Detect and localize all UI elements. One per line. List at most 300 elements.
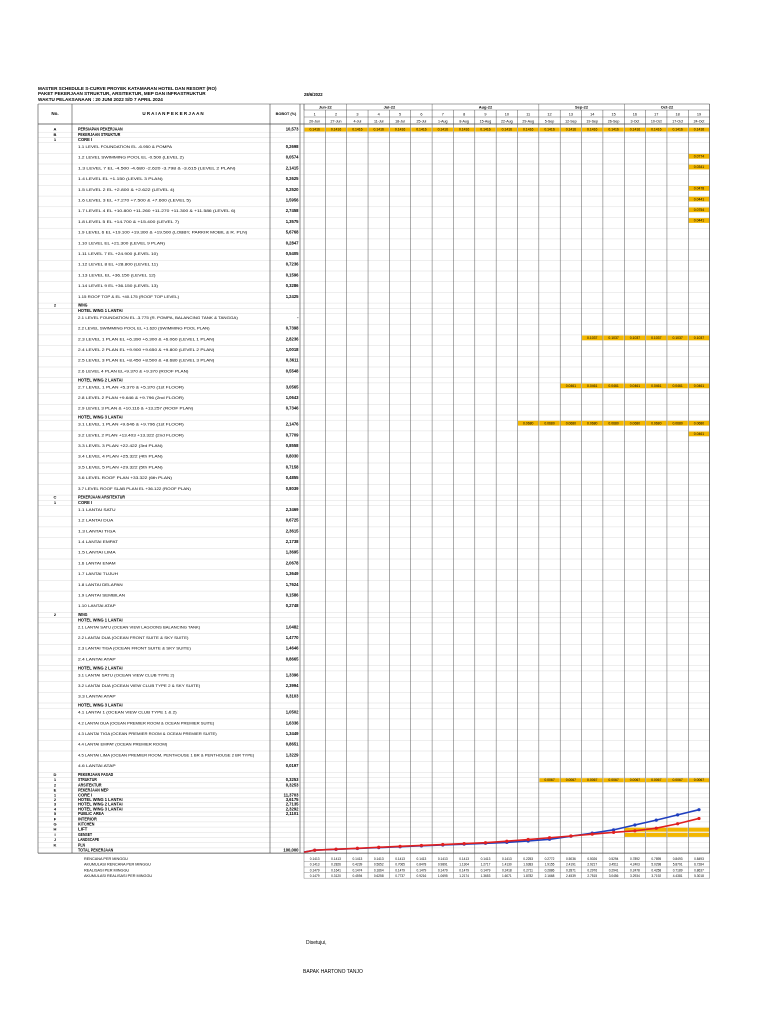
summary-value: 0.1413 bbox=[331, 857, 341, 862]
summary-value: 3.7192 bbox=[651, 873, 662, 878]
summary-value: 0.9216 bbox=[416, 873, 427, 878]
row-weight: 0,3611 bbox=[285, 357, 299, 363]
summary-value: 0.2941 bbox=[608, 868, 619, 873]
week-number: 4 bbox=[377, 112, 380, 117]
progress-bar-value: 0.0461 bbox=[651, 384, 662, 389]
row-description: 1.6 LANTAI ENAM bbox=[78, 560, 116, 566]
progress-bar-cell bbox=[689, 833, 709, 837]
row-description: 1.1 LANTAI SATU bbox=[78, 506, 116, 512]
week-date: 15-Aug bbox=[479, 119, 492, 124]
row-description: 2.6 LEVEL 4 PLAN EL+9.370 & +9.370 (ROOF PLAN) bbox=[78, 368, 190, 374]
summary-value: 0.8493 bbox=[694, 857, 704, 862]
row-weight: 0,7346 bbox=[285, 405, 299, 411]
row-description: 1.6 LEVEL 3 EL +7.270 +7.500 & +7.600 (LEVEL 5) bbox=[78, 197, 192, 203]
summary-value: 0.1479 bbox=[437, 868, 448, 873]
row-description: 2.9 LEVEL 3 PLAN & +10.116 & +13.257 (ROOF PLAN) bbox=[78, 405, 194, 411]
progress-bar-value: 0.1416 bbox=[309, 127, 320, 132]
row-weight: 0,2698 bbox=[285, 144, 299, 149]
week-number: 6 bbox=[420, 112, 423, 117]
progress-bar-value: 0.1416 bbox=[672, 127, 683, 132]
row-number: 5 bbox=[53, 811, 57, 817]
progress-bar-cell bbox=[625, 833, 645, 837]
row-description: 3.7 LEVEL ROOF SLAB PLAN EL +36.122 (ROOF PLAN) bbox=[78, 485, 192, 491]
row-weight: 0,8651 bbox=[285, 741, 299, 747]
progress-bar-value: 0.0680 bbox=[693, 421, 705, 426]
summary-value: 1.9155 bbox=[544, 862, 555, 867]
row-weight: 1,6336 bbox=[285, 720, 299, 726]
row-weight: 100,000 bbox=[283, 847, 299, 853]
week-date: 11-Jul bbox=[373, 119, 384, 124]
progress-bar-value: 0.0680 bbox=[608, 421, 619, 426]
row-weight: 0,7158 bbox=[285, 464, 299, 470]
week-date: 12-Sep bbox=[565, 119, 577, 124]
progress-bar-value: 0.0341 bbox=[693, 165, 705, 170]
summary-value: 0.2478 bbox=[630, 868, 640, 873]
row-weight: 0,2625 bbox=[285, 176, 299, 182]
row-weight: 0,0574 bbox=[285, 154, 299, 160]
row-description: 1.15 ROOF TOP & EL +40.175 (ROOF TOP LEVEL) bbox=[78, 293, 180, 299]
row-number: 4 bbox=[53, 806, 57, 812]
summary-value: 0.3120 bbox=[331, 873, 341, 878]
progress-bar-value: 0.1416 bbox=[416, 127, 427, 132]
progress-bar-value: 0.0478 bbox=[693, 186, 705, 191]
s-curve-point bbox=[505, 840, 508, 843]
summary-label: AKUMULASI REALISASI PER MINGGU bbox=[84, 873, 153, 878]
progress-bar-value: 0.1037 bbox=[608, 336, 619, 341]
summary-value: 0.1479 bbox=[480, 868, 491, 873]
row-weight: 1,7624 bbox=[285, 581, 299, 587]
summary-value: 0.7065 bbox=[395, 862, 405, 867]
row-description: HOTEL WING 2 LANTAI bbox=[78, 665, 123, 671]
summary-value: 0.1479 bbox=[395, 868, 405, 873]
row-weight: 2,7458 bbox=[285, 208, 299, 214]
summary-value: 0.4258 bbox=[651, 868, 662, 873]
row-weight: 0,7709 bbox=[285, 432, 299, 438]
row-weight: 0,3253 bbox=[285, 777, 299, 783]
column-header-no: No. bbox=[51, 111, 59, 116]
s-curve-point bbox=[655, 827, 658, 830]
summary-value: 0.2886 bbox=[544, 868, 555, 873]
progress-bar-value: 0.1416 bbox=[608, 127, 619, 132]
summary-value: 0.1479 bbox=[309, 868, 320, 873]
row-description: 1.12 LEVEL 8 EL +28.800 (LEVEL 11) bbox=[78, 261, 159, 267]
progress-bar-value: 0.0680 bbox=[565, 421, 577, 426]
summary-value: 0.1413 bbox=[352, 857, 363, 862]
row-description: 3.2 LEVEL 2 PLAN +13.403 +13.322 (2nd FLOOR) bbox=[78, 432, 185, 438]
row-description: 1.8 LANTAI DELAPAN bbox=[78, 581, 123, 587]
progress-bar-value: 0.1037 bbox=[693, 336, 705, 341]
summary-value: 0.4239 bbox=[352, 862, 363, 867]
row-weight: 1,0502 bbox=[285, 709, 299, 715]
progress-bar-cell bbox=[667, 828, 687, 832]
row-description: 1.3 LEVEL 7 EL -4.500 -4.680 -2.620 -3.798 & -3.615 (LEVEL 2 PLAN) bbox=[78, 165, 237, 171]
progress-bar-value: 0.0680 bbox=[651, 421, 662, 426]
row-number: E bbox=[53, 787, 57, 793]
progress-bar-value: 0.1416 bbox=[480, 127, 491, 132]
progress-bar-value: 0.1037 bbox=[629, 336, 641, 341]
row-description: LIFT bbox=[78, 826, 88, 832]
row-description: 1.13 LEVEL EL +36.150 (LEVEL 12) bbox=[78, 272, 157, 278]
row-description: HOTEL WING 2 LANTAI bbox=[78, 377, 123, 383]
row-number: B bbox=[53, 131, 57, 137]
column-header-weight: BOBOT (%) bbox=[275, 112, 297, 116]
row-number: G bbox=[53, 821, 57, 827]
week-date: 17-Oct bbox=[672, 119, 684, 124]
s-curve-point bbox=[313, 849, 316, 852]
row-weight: 1,3449 bbox=[285, 731, 299, 736]
summary-value: 2.4191 bbox=[566, 862, 576, 867]
row-weight: 0,3286 bbox=[285, 283, 299, 289]
row-description: 3.4 LEVEL 4 PLAN +25.322 (4th PLAN) bbox=[78, 453, 164, 459]
row-description: HOTEL WING 3 LANTAI bbox=[78, 806, 123, 812]
row-weight: 2,3615 bbox=[285, 528, 299, 534]
row-weight: 2,7135 bbox=[285, 801, 299, 807]
row-description: CORE I bbox=[78, 792, 93, 798]
summary-value: 1.6071 bbox=[501, 873, 512, 878]
progress-bar-value: 0.0461 bbox=[672, 384, 683, 389]
summary-value: 0.1413 bbox=[395, 857, 405, 862]
week-date: 24-Oct bbox=[693, 119, 705, 124]
row-weight: 0,8039 bbox=[285, 485, 299, 491]
row-description: 3.3 LEVEL 3 PLAN +22.422 (3rd PLAN) bbox=[78, 443, 164, 448]
progress-bar-value: 0.0067 bbox=[544, 778, 555, 782]
summary-value: 0.1413 bbox=[309, 857, 320, 862]
week-number: 14 bbox=[590, 112, 595, 117]
progress-bar-value: 0.0774 bbox=[693, 154, 705, 159]
row-number: D bbox=[53, 772, 57, 777]
s-curve-point bbox=[633, 823, 636, 826]
progress-bar-cell bbox=[667, 833, 687, 837]
row-description: 3.3 LANTAI ATAP bbox=[78, 693, 117, 699]
summary-value: 5.0298 bbox=[651, 862, 662, 867]
week-date: 27-Jun bbox=[330, 119, 342, 124]
row-description: INTERIOR bbox=[78, 816, 97, 822]
week-number: 9 bbox=[484, 112, 487, 117]
row-description: 2.1 LANTAI SATU (OCEAN VIEW LAGOONS BALANCING TANK) bbox=[78, 624, 201, 630]
week-number: 3 bbox=[356, 112, 359, 117]
week-date: 20-Jun bbox=[309, 119, 321, 124]
summary-value: 4.2403 bbox=[630, 862, 640, 867]
summary-value: 1.2717 bbox=[480, 862, 491, 867]
week-number: 2 bbox=[334, 112, 338, 117]
row-description: 4.2 LANTAI DUA (OCEAN PREMIER ROOM & OCEAN PREMIER SUITE) bbox=[78, 720, 216, 726]
row-description: 1.11 LEVEL 7 EL +24.900 (LEVEL 10) bbox=[78, 251, 159, 256]
row-description: PUBLIC AREA bbox=[78, 811, 104, 817]
progress-bar-cell bbox=[646, 833, 666, 837]
row-weight: 1,0643 bbox=[285, 395, 299, 400]
row-description: HOTEL WING 3 LANTAI bbox=[78, 414, 123, 420]
row-number: 2 bbox=[53, 612, 57, 618]
progress-bar-value: 0.1416 bbox=[373, 127, 384, 132]
month-label: Jun-22 bbox=[318, 104, 332, 110]
summary-value: 1.0695 bbox=[437, 873, 448, 878]
week-number: 7 bbox=[441, 112, 444, 117]
row-description: 2.4 LANTAI ATAP bbox=[78, 656, 117, 662]
s-curve-point bbox=[676, 813, 679, 816]
summary-value: 0.1413 bbox=[373, 857, 384, 862]
row-description: 3.6 LEVEL ROOF PLAN +33.322 (6th PLAN) bbox=[78, 475, 173, 481]
row-description: PEKERJAAN STRUKTUR bbox=[78, 131, 121, 137]
row-description: 2.2 LEVEL SWIMMING POOL EL +1.620 (SWIMMING POOL PLAN) bbox=[78, 325, 211, 331]
row-weight: 0,6725 bbox=[285, 517, 299, 523]
summary-value: 0.7892 bbox=[630, 857, 640, 862]
row-description: 4.5 LANTAI LIMA (OCEAN PREMIER ROOM, PENTHOUSE 1 BR & PENTHOUSE 2 BR TYPE) bbox=[78, 752, 255, 758]
row-description: 2.3 LANTAI TIGA (OCEAN FRONT SUITE & SKY SUITE) bbox=[78, 645, 192, 651]
summary-label: REALISASI PER MINGGU bbox=[84, 868, 130, 873]
week-date: 22-Aug bbox=[501, 119, 513, 124]
column-header-description: U R A I A N P E K E R J A A N bbox=[142, 111, 204, 116]
row-number: J bbox=[53, 837, 57, 843]
month-label: Jul-22 bbox=[383, 104, 396, 110]
s-curve-point bbox=[377, 846, 380, 849]
summary-value: 1.3653 bbox=[480, 873, 491, 878]
summary-value: 3.4511 bbox=[608, 862, 619, 867]
row-description: PEKERJAAN MEP bbox=[78, 787, 109, 793]
summary-value: 6.7284 bbox=[694, 862, 704, 867]
row-number: K bbox=[53, 842, 57, 848]
row-weight: 1,3575 bbox=[285, 218, 299, 224]
row-number: C bbox=[53, 494, 57, 500]
row-description: PLN bbox=[78, 842, 86, 848]
row-weight: 1,5956 bbox=[285, 197, 299, 203]
week-date: 26-Sep bbox=[607, 119, 620, 124]
month-label: Aug-22 bbox=[478, 104, 493, 110]
s-curve-point bbox=[441, 843, 444, 846]
row-description: 1.9 LANTAI SEMBILAN bbox=[78, 592, 126, 598]
s-curve-point bbox=[633, 829, 636, 832]
summary-value: 0.7895 bbox=[651, 857, 662, 862]
row-description: 1.7 LANTAI TUJUH bbox=[78, 571, 119, 577]
summary-label: RENCANA PER MINGGU bbox=[84, 857, 128, 862]
week-date: 19-Sep bbox=[586, 119, 599, 124]
summary-value: 0.5026 bbox=[587, 857, 598, 862]
row-weight: 5,6768 bbox=[285, 229, 299, 235]
row-description: GENSET bbox=[78, 831, 93, 837]
summary-value: 5.3018 bbox=[694, 873, 704, 878]
row-weight: 3,6175 bbox=[285, 797, 299, 802]
summary-value: 0.9891 bbox=[437, 862, 448, 867]
row-weight: 2,0678 bbox=[285, 560, 299, 566]
row-description: PERSIAPAN PEKERJAAN bbox=[78, 126, 123, 132]
progress-bar-value: 0.0461 bbox=[693, 432, 705, 437]
progress-bar-value: 0.0680 bbox=[544, 421, 555, 426]
s-curve-point bbox=[527, 838, 530, 841]
row-weight: 2,1415 bbox=[285, 165, 299, 171]
row-weight: 2,3469 bbox=[285, 506, 299, 512]
row-weight: 1,0018 bbox=[285, 347, 299, 352]
row-description: 2.3 LEVEL 1 PLAN EL +6.390 +6.300 & +6.060 (LEVEL 1 PLAN) bbox=[78, 336, 216, 342]
progress-bar-value: 0.1416 bbox=[565, 127, 577, 132]
progress-bar-value: 0.1416 bbox=[352, 127, 363, 132]
row-description: 4.1 LANTAI 1 (OCEAN VIEW CLUB TYPE 1 & 2) bbox=[78, 709, 178, 715]
progress-bar-value: 0.0461 bbox=[608, 384, 619, 389]
row-weight: 0,8558 bbox=[285, 443, 299, 448]
s-curve-point bbox=[334, 848, 337, 851]
row-weight: 10,573 bbox=[285, 126, 299, 132]
row-description: WING bbox=[78, 302, 88, 308]
progress-bar-value: 0.1416 bbox=[522, 127, 534, 132]
progress-bar-value: 0.1416 bbox=[544, 127, 555, 132]
row-description: 3.1 LANTAI SATU (OCEAN VIEW CLUB TYPE 2) bbox=[78, 672, 176, 678]
progress-bar-value: 0.0067 bbox=[672, 778, 683, 782]
summary-value: 0.2826 bbox=[331, 862, 341, 867]
document-date: 28/6/2022 bbox=[304, 92, 323, 97]
row-description: 4.3 LANTAI TIGA (OCEAN PREMIER ROOM & OCEAN PREMIER SUITE) bbox=[78, 731, 218, 736]
row-weight: 2,1738 bbox=[285, 539, 299, 544]
row-number: 3 bbox=[53, 801, 57, 807]
row-number: 1 bbox=[53, 777, 57, 783]
week-number: 8 bbox=[463, 112, 466, 117]
progress-bar-value: 0.1416 bbox=[693, 127, 705, 132]
summary-value: 2.9217 bbox=[587, 862, 598, 867]
approval-label: Disetujui, bbox=[306, 940, 327, 946]
row-number: H bbox=[53, 826, 57, 832]
week-date: 1-Aug bbox=[437, 119, 448, 124]
summary-value: 0.1479 bbox=[309, 873, 320, 878]
summary-value: 1.8782 bbox=[523, 873, 534, 878]
summary-value: 0.1641 bbox=[331, 868, 341, 873]
header-line-3: WAKTU PELAKSANAAN : 20 JUNI 2022 S/D 7 APRIL 2024 bbox=[38, 96, 163, 102]
summary-value: 1.6383 bbox=[523, 862, 534, 867]
row-number: 1 bbox=[53, 137, 57, 142]
summary-value: 1.2174 bbox=[459, 873, 469, 878]
progress-bar-value: 0.1037 bbox=[651, 336, 662, 341]
s-curve-point bbox=[697, 817, 700, 820]
row-weight: 0,3253 bbox=[285, 782, 299, 788]
summary-value: 0.8493 bbox=[672, 857, 683, 862]
row-number: 2 bbox=[53, 797, 57, 802]
progress-bar-value: 0.0067 bbox=[629, 778, 641, 782]
progress-bar-value: 0.0754 bbox=[693, 208, 705, 212]
row-weight: 0,0197 bbox=[285, 763, 299, 769]
summary-value: 0.8637 bbox=[694, 868, 704, 873]
summary-value: 0.1413 bbox=[459, 857, 469, 862]
week-date: 10-Oct bbox=[650, 119, 662, 124]
week-number: 12 bbox=[547, 112, 552, 117]
row-weight: 2,1476 bbox=[285, 421, 299, 427]
progress-bar-value: 0.1416 bbox=[458, 127, 470, 132]
progress-bar-value: 0.1037 bbox=[587, 336, 598, 341]
summary-value: 0.5036 bbox=[566, 857, 576, 862]
progress-bar-value: 0.1416 bbox=[437, 127, 448, 132]
summary-value: 0.7189 bbox=[672, 868, 683, 873]
row-weight: 0,5548 bbox=[285, 368, 299, 374]
progress-bar-value: 0.0461 bbox=[565, 384, 577, 389]
row-description: 1.14 LEVEL 9 EL +36.150 (LEVEL 13) bbox=[78, 283, 159, 289]
week-number: 1 bbox=[313, 112, 316, 117]
progress-bar-value: 0.1416 bbox=[501, 127, 513, 132]
row-description: 2.2 LANTAI DUA (OCEAN FRONT SUITE & SKY SUITE) bbox=[78, 635, 190, 640]
s-curve-point bbox=[655, 819, 658, 822]
row-description: 1.9 LEVEL 6 EL +19.100 +19.300 & +19.500 (LOBBY, PARKIR MOBIL & R. PLN) bbox=[78, 229, 249, 235]
progress-bar-cell bbox=[689, 828, 709, 832]
row-description: 2.1 LEVEL FOUNDATION EL -3.775 (R. POMPA, BALANCING TANK & TANGGA) bbox=[78, 314, 239, 320]
row-weight: 0,1596 bbox=[285, 272, 299, 278]
row-weight: 2,3292 bbox=[285, 806, 299, 812]
summary-value: 0.1413 bbox=[501, 857, 512, 862]
row-number: A bbox=[53, 126, 57, 132]
row-weight: 1,0482 bbox=[285, 624, 299, 630]
summary-value: 0.2772 bbox=[544, 857, 555, 862]
progress-bar-value: 0.0441 bbox=[693, 197, 705, 202]
summary-value: 0.1413 bbox=[309, 862, 320, 867]
row-weight: 1,3649 bbox=[285, 571, 299, 577]
progress-bar-value: 0.0067 bbox=[651, 778, 662, 782]
week-date: 25-Jul bbox=[416, 119, 427, 124]
progress-bar-value: 0.0461 bbox=[587, 384, 598, 389]
row-weight: 0,2748 bbox=[285, 603, 299, 609]
summary-value: 0.1474 bbox=[352, 868, 363, 873]
header-line-1: MASTER SCHEDULE S-CURVE PROYEK KATAMARAN HOTEL DAN RESORT (RO) bbox=[38, 86, 217, 91]
week-number: 17 bbox=[654, 112, 659, 117]
summary-value: 0.2418 bbox=[501, 868, 512, 873]
row-description: 3.1 LEVEL 1 PLAN +9.646 & +9.796 (1st FLOOR) bbox=[78, 421, 185, 427]
row-description: 1.8 LEVEL 5 EL +14.700 & +15.400 (LEVEL 7) bbox=[78, 218, 180, 224]
row-number: 1 bbox=[53, 499, 57, 505]
row-description: 3.2 LANTAI DUA (OCEAN VIEW CLUB TYPE 2 & SKY SUITE) bbox=[78, 683, 201, 688]
s-curve-point bbox=[612, 831, 615, 834]
row-description: 1.4 LEVEL EL +1.150 (LEVEL 3 PLAN) bbox=[78, 176, 164, 182]
progress-bar-value: 0.1416 bbox=[651, 127, 662, 132]
row-description: HOTEL WING 2 LANTAI bbox=[78, 801, 123, 807]
summary-value: 0.4594 bbox=[352, 873, 363, 878]
row-description: 1.4 LANTAI EMPAT bbox=[78, 539, 119, 544]
row-description: 1.5 LEVEL 2 EL +2.800 & +2.622 (LEVEL 4) bbox=[78, 186, 176, 192]
row-weight: 1,4770 bbox=[285, 635, 299, 640]
approver-name: BAPAK HARTONO TANJO bbox=[303, 969, 363, 975]
summary-value: 0.5652 bbox=[373, 862, 384, 867]
row-weight: 3,0565 bbox=[285, 384, 299, 390]
row-description: CORE I bbox=[78, 499, 93, 505]
row-weight: 0,2847 bbox=[285, 240, 299, 246]
summary-value: 5.8791 bbox=[672, 862, 683, 867]
row-description: HOTEL WING 1 LANTAI bbox=[78, 307, 123, 313]
row-description: 1.10 LANTAI ATAP bbox=[78, 603, 117, 609]
row-number: 2 bbox=[53, 302, 57, 308]
row-description: PEKERJAAN ARSITEKTUR bbox=[78, 494, 125, 500]
row-description: HOTEL WING 1 LANTAI bbox=[78, 797, 123, 802]
week-number: 19 bbox=[696, 112, 702, 117]
row-weight: - bbox=[297, 314, 299, 320]
summary-value: 0.2711 bbox=[523, 868, 533, 873]
week-date: 5-Sep bbox=[544, 119, 555, 124]
summary-value: 0.1413 bbox=[480, 857, 491, 862]
progress-bar-value: 0.1037 bbox=[672, 336, 683, 341]
progress-bar-value: 0.0461 bbox=[693, 384, 705, 389]
row-description: 2.5 LEVEL 3 PLAN EL +8.450 +8.500 & +8.680 (LEVEL 3 PLAN) bbox=[78, 357, 216, 363]
week-date: 4-Jul bbox=[353, 119, 362, 124]
row-weight: 0,7236 bbox=[285, 261, 299, 267]
row-weight: 2,8236 bbox=[285, 336, 299, 342]
progress-bar-value: 0.0067 bbox=[693, 778, 705, 782]
progress-bar-value: 0.0441 bbox=[693, 218, 705, 223]
row-description: PEKERJAAN FASAD bbox=[78, 772, 114, 777]
row-number: F bbox=[53, 816, 57, 822]
week-date: 8-Aug bbox=[459, 119, 469, 124]
summary-value: 2.7515 bbox=[587, 873, 598, 878]
summary-value: 0.5294 bbox=[608, 857, 619, 862]
s-curve-point bbox=[591, 833, 594, 836]
row-weight: 2,3994 bbox=[285, 683, 299, 688]
s-curve-point bbox=[398, 845, 401, 848]
row-description: STRUKTUR bbox=[78, 777, 97, 783]
row-description: HOTEL WING 3 LANTAI bbox=[78, 702, 123, 708]
progress-bar-value: 0.0680 bbox=[672, 421, 683, 426]
s-curve-point bbox=[356, 847, 359, 850]
week-number: 13 bbox=[568, 112, 573, 117]
progress-bar-value: 0.0067 bbox=[565, 778, 577, 782]
s-curve-point bbox=[463, 842, 466, 845]
